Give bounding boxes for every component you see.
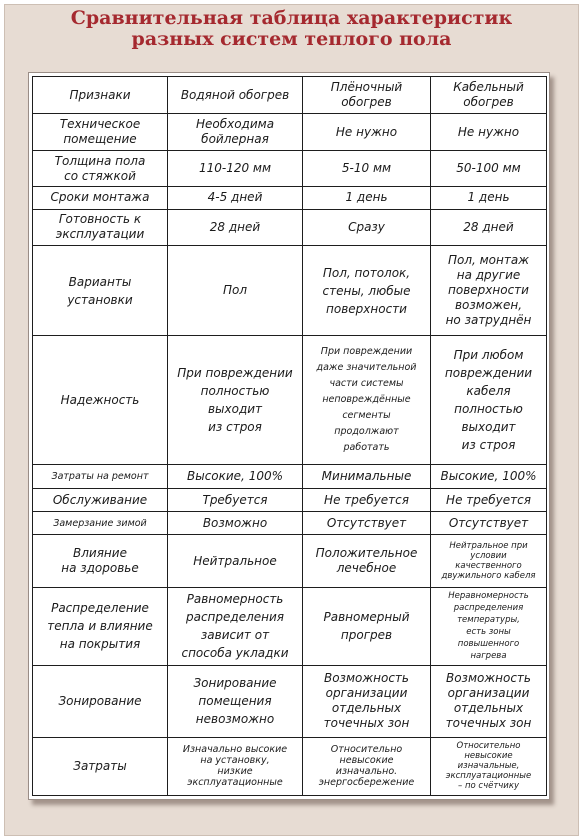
table-cell: 28 дней (431, 209, 547, 245)
table-row (33, 245, 547, 336)
row-label: Распределение тепла и влияние на покрытия (33, 587, 168, 665)
row-label: Затраты (33, 737, 168, 795)
table-row (33, 489, 547, 512)
table-cell: Минимальные (303, 465, 431, 489)
header-row (33, 77, 547, 114)
table-cell: Возможность организации отдельных точечных зон (303, 666, 431, 737)
table-cell: Равномерный прогрев (303, 587, 431, 665)
table-cell: 5-10 мм (303, 151, 431, 186)
table-cell: Положительное лечебное (303, 535, 431, 587)
table-row (33, 512, 547, 535)
table-row (33, 535, 547, 587)
table-cell: Пол, потолок, стены, любые поверхности (303, 245, 431, 336)
table-row (33, 465, 547, 489)
table-cell: При повреждении полностью выходит из строя (168, 336, 303, 465)
header-cell: Водяной обогрев (168, 77, 303, 114)
table-row (33, 336, 547, 465)
table-cell: Высокие, 100% (431, 465, 547, 489)
title-line-1: Сравнительная таблица характеристик (70, 7, 513, 29)
title-line-2: разных систем теплого пола (131, 28, 452, 50)
table-cell: Отсутствует (303, 512, 431, 535)
table-cell: 28 дней (168, 209, 303, 245)
row-label: Варианты установки (33, 245, 168, 336)
table-row (33, 186, 547, 209)
table-cell: Относительно невысокие изначальные, эксплуатационные – по счётчику (431, 737, 547, 795)
row-label: Сроки монтажа (33, 186, 168, 209)
table-row (33, 737, 547, 795)
table-row (33, 666, 547, 737)
table-cell: Зонирование помещения невозможно (168, 666, 303, 737)
table-cell: При повреждении даже значительной части системы неповреждённые сегменты продолжают работать (303, 336, 431, 465)
table-cell: Сразу (303, 209, 431, 245)
table-cell: 1 день (303, 186, 431, 209)
table-cell: Равномерность распределения зависит от способа укладки (168, 587, 303, 665)
header-cell: Признаки (33, 77, 168, 114)
table-row (33, 114, 547, 151)
table-cell: Неравномерность распределения температуры, есть зоны повышенного нагрева (431, 587, 547, 665)
table-cell: 1 день (431, 186, 547, 209)
table-row (33, 151, 547, 186)
table-sheet (28, 72, 550, 800)
row-label: Замерзание зимой (33, 512, 168, 535)
table-cell: Возможно (168, 512, 303, 535)
row-label: Готовность к эксплуатации (33, 209, 168, 245)
row-label: Техническое помещение (33, 114, 168, 151)
table-row (33, 587, 547, 665)
table-cell: Пол, монтаж на другие поверхности возможен, но затруднён (431, 245, 547, 336)
table-cell: Пол (168, 245, 303, 336)
row-label: Надежность (33, 336, 168, 465)
table-cell: Нейтральное при условии качественного двужильного кабеля (431, 535, 547, 587)
row-label: Влияние на здоровье (33, 535, 168, 587)
table-cell: Отсутствует (431, 512, 547, 535)
comparison-table (32, 76, 547, 796)
table-row (33, 209, 547, 245)
table-cell: 50-100 мм (431, 151, 547, 186)
table-cell: Не нужно (431, 114, 547, 151)
header-cell: Плёночный обогрев (303, 77, 431, 114)
table-cell: Необходима бойлерная (168, 114, 303, 151)
row-label: Толщина пола со стяжкой (33, 151, 168, 186)
table-cell: 4-5 дней (168, 186, 303, 209)
table-cell: Не требуется (303, 489, 431, 512)
table-cell: 110-120 мм (168, 151, 303, 186)
row-label: Обслуживание (33, 489, 168, 512)
table-cell: При любом повреждении кабеля полностью выходит из строя (431, 336, 547, 465)
row-label: Зонирование (33, 666, 168, 737)
table-cell: Относительно невысокие изначально. энергосбережение (303, 737, 431, 795)
table-cell: Не нужно (303, 114, 431, 151)
table-cell: Не требуется (431, 489, 547, 512)
table-cell: Требуется (168, 489, 303, 512)
table-cell: Изначально высокие на установку, низкие эксплуатационные (168, 737, 303, 795)
header-cell: Кабельный обогрев (431, 77, 547, 114)
row-label: Затраты на ремонт (33, 465, 168, 489)
table-cell: Высокие, 100% (168, 465, 303, 489)
table-cell: Нейтральное (168, 535, 303, 587)
page-title (0, 8, 583, 50)
table-cell: Возможность организации отдельных точечных зон (431, 666, 547, 737)
